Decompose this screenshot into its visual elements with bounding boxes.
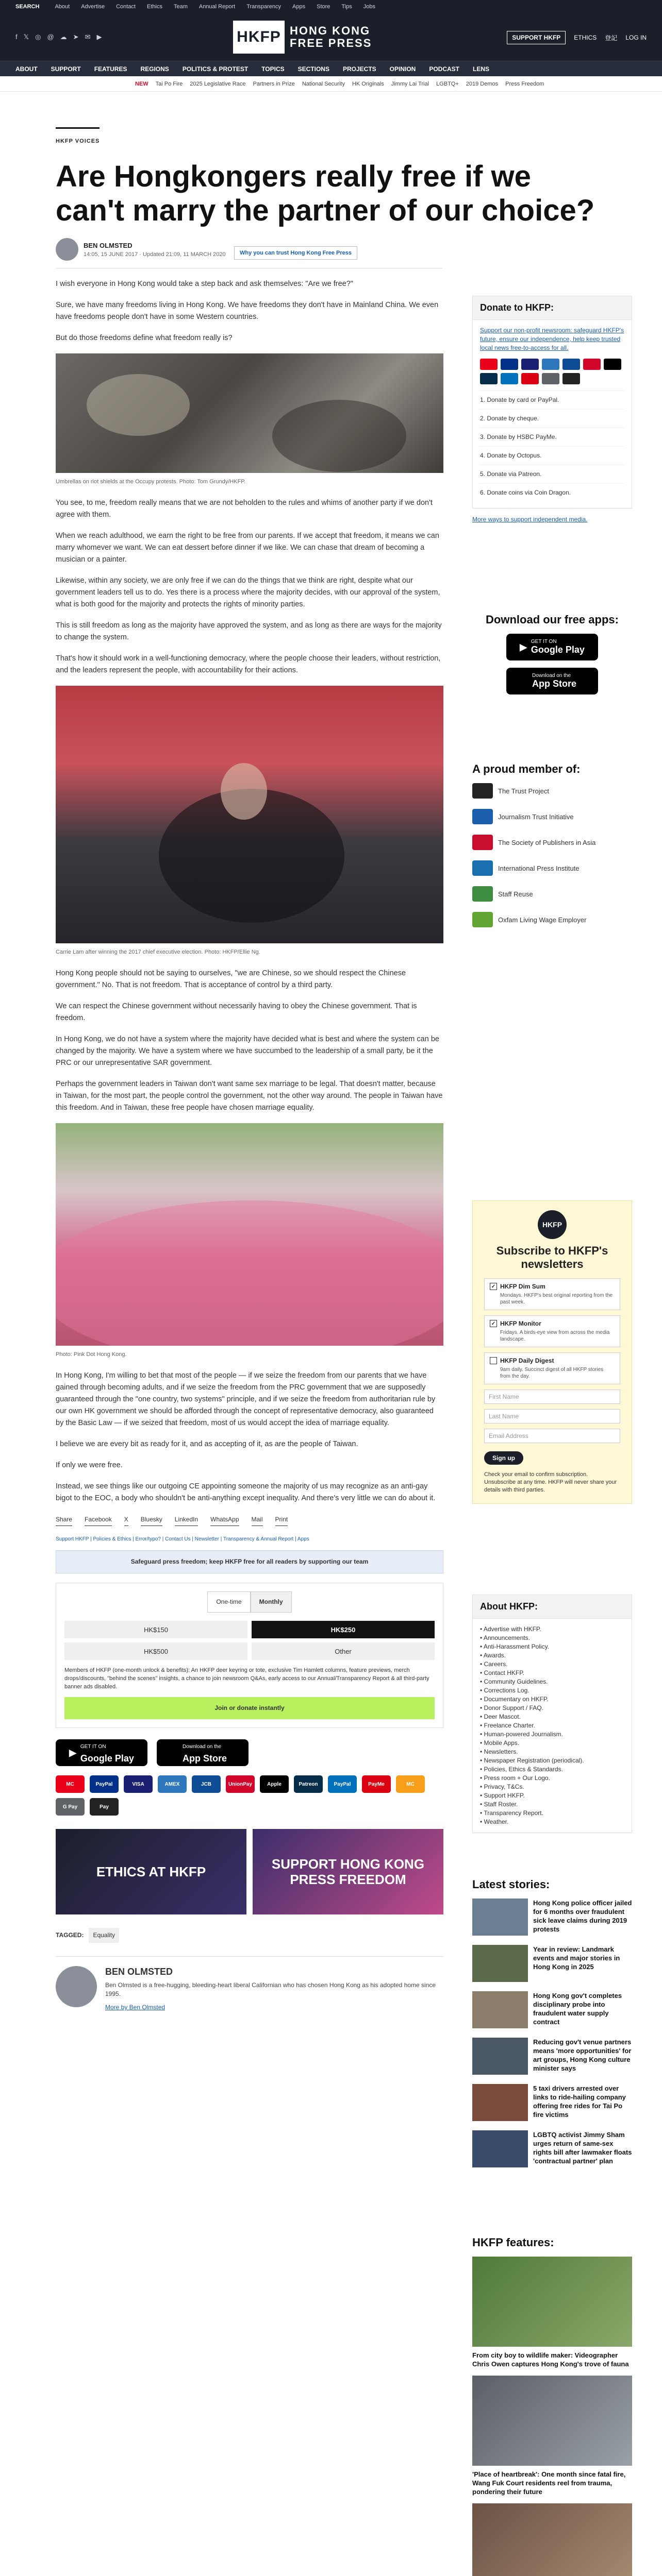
nav-item[interactable]: REGIONS <box>140 65 169 73</box>
nav-item[interactable]: SUPPORT <box>51 65 81 73</box>
paragraph: That's how it should work in a well-functioning democracy, where the people choose their leaders, without restriction, and the leaders represent the people, with accountability for their actions. <box>56 654 441 674</box>
paragraph: Perhaps the government leaders in Taiwan don't want same sex marriage to be legal. That doesn't matter, because in Taiwan, for the most part, the people control the government, not the other way around. The people in Taiwan have this freedom. And in Taiwan, these free people have chosen marriage equality. <box>56 1080 443 1112</box>
story-title[interactable]: LGBTQ activist Jimmy Sham urges return of same-sex rights bill after lawmaker floats 'contractual partner' plan <box>533 2131 632 2165</box>
option-title: HKFP Monitor <box>500 1320 541 1327</box>
store-name: App Store <box>532 679 576 689</box>
amex-icon[interactable]: AMEX <box>158 1775 187 1793</box>
nav-item[interactable]: LENS <box>473 65 490 73</box>
about-link[interactable]: • Transparency Report. <box>480 1809 543 1817</box>
member-name: The Trust Project <box>498 787 549 795</box>
about-link[interactable]: • Policies, Ethics & Standards. <box>480 1766 563 1773</box>
ipi-icon <box>472 860 493 876</box>
paragraph: I believe we are every bit as ready for it, and as accepting of it, as are the people of Taiwan. <box>56 1440 358 1448</box>
apple-pay-icon <box>562 373 580 384</box>
about-title: About HKFP: <box>473 1595 632 1619</box>
share-print[interactable]: Print <box>275 1514 288 1526</box>
article-photo-election <box>56 686 443 943</box>
nav-item[interactable]: PODCAST <box>429 65 459 73</box>
jcb-icon[interactable]: JCB <box>192 1775 221 1793</box>
topbar-link[interactable]: Ethics <box>146 4 162 10</box>
latest-story[interactable] <box>472 2084 632 2121</box>
donate-title: Donate to HKFP: <box>473 296 632 320</box>
option-title: HKFP Daily Digest <box>500 1357 554 1364</box>
paragraph: When we reach adulthood, we earn the right to be free from our parents. If we accept that freedom, it means we can marry whomever we want. We can eat dessert before dinner if we like. We can chase that dream of becoming a musician or a painter. <box>56 532 439 564</box>
member-logo[interactable] <box>472 835 632 850</box>
author-avatar[interactable] <box>56 238 78 261</box>
nav-item[interactable]: OPINION <box>389 65 416 73</box>
staff-reuse-icon <box>472 886 493 902</box>
oxfam-icon <box>472 912 493 927</box>
publish-date: 14:05, 15 JUNE 2017 · Updated 21:09, 11 MARCH 2020 <box>84 251 226 258</box>
topbar-link[interactable]: Tips <box>341 4 352 10</box>
paragraph: Hong Kong people should not be saying to ourselves, "we are Chinese, so we should respect the Chinese government." No. That is not freedom. That is acceptance of control by a third party. <box>56 969 406 989</box>
features-section <box>472 2236 632 2576</box>
tag-link[interactable]: Equality <box>89 1928 119 1943</box>
site-logo[interactable] <box>233 21 372 54</box>
donate-option[interactable]: 1. Donate by card or PayPal. <box>480 391 624 409</box>
about-link[interactable]: • Awards. <box>480 1652 506 1659</box>
feature-thumbnail[interactable] <box>472 2503 632 2576</box>
paragraph: If only we were free. <box>56 1461 123 1469</box>
photo-caption: Carrie Lam after winning the 2017 chief executive election. Photo: HKFP/Ellie Ng. <box>56 949 260 955</box>
donate-card-icons <box>480 359 624 384</box>
apple-pay-icon[interactable]: Pay <box>90 1798 119 1816</box>
about-link[interactable]: • Donor Support / FAQ. <box>480 1704 543 1711</box>
latest-story[interactable] <box>472 1991 632 2028</box>
top-utility-bar <box>0 0 662 13</box>
member-name: The Society of Publishers in Asia <box>498 838 596 846</box>
unionpay-icon[interactable]: UnionPay <box>226 1775 255 1793</box>
header-actions <box>507 31 647 44</box>
about-link[interactable]: • Freelance Charter. <box>480 1722 535 1729</box>
paypal-icon <box>501 359 518 370</box>
logo-name-line: HONG KONG <box>290 24 371 37</box>
about-link[interactable]: • Press room + Our Logo. <box>480 1774 550 1782</box>
trending-link[interactable]: Jimmy Lai Trial <box>391 80 429 87</box>
story-thumbnail[interactable] <box>472 1991 528 2028</box>
chinese-site-link[interactable]: 登記 <box>605 34 618 42</box>
tier-option[interactable]: Other <box>252 1642 435 1660</box>
nav-item[interactable]: POLITICS & PROTEST <box>182 65 249 73</box>
safeguard-banner[interactable]: Safeguard press freedom; keep HKFP free for all readers by supporting our team <box>56 1550 443 1573</box>
member-name: Journalism Trust Initiative <box>498 812 574 821</box>
story-thumbnail[interactable] <box>472 2084 528 2121</box>
trending-link[interactable]: LGBTQ+ <box>436 80 459 87</box>
x-icon[interactable]: 𝕏 <box>23 33 29 41</box>
article-photo-pink-dot <box>56 1123 443 1346</box>
apps-title: Download our free apps: <box>486 613 619 626</box>
member-logo[interactable] <box>472 783 632 799</box>
google-play-button[interactable] <box>506 634 598 660</box>
story-thumbnail[interactable] <box>472 2130 528 2167</box>
paragraph: I wish everyone in Hong Kong would take a step back and ask themselves: "Are we free?" <box>56 280 353 288</box>
paypal-icon <box>501 373 518 384</box>
about-link[interactable]: • Corrections Log. <box>480 1687 529 1694</box>
about-link[interactable]: • Privacy, T&Cs. <box>480 1783 524 1790</box>
signup-button[interactable]: Sign up <box>484 1451 523 1465</box>
article-store-buttons <box>56 1739 443 1766</box>
share-whatsapp[interactable]: WhatsApp <box>210 1514 239 1526</box>
story-title[interactable]: Hong Kong gov't completes disciplinary probe into fraudulent water supply contract <box>533 1992 622 2026</box>
trending-link[interactable]: Press Freedom <box>505 80 544 87</box>
apple-pay-icon <box>604 359 621 370</box>
latest-story[interactable] <box>472 2038 632 2075</box>
store-small: Download on the <box>182 1744 222 1750</box>
option-desc: 9am daily. Succinct digest of all HKFP stories from the day. <box>500 1367 604 1379</box>
photo-caption: Photo: Pink Dot Hong Kong. <box>56 1351 127 1358</box>
about-list <box>473 1619 632 1833</box>
share-links <box>56 1514 443 1526</box>
visa-icon <box>521 359 539 370</box>
store-small: GET IT ON <box>80 1744 106 1750</box>
toggle-monthly[interactable]: Monthly <box>251 1591 292 1613</box>
trending-link[interactable]: HK Originals <box>352 80 384 87</box>
about-link[interactable]: • Contact HKFP. <box>480 1669 525 1676</box>
share-linkedin[interactable]: LinkedIn <box>175 1514 198 1526</box>
feature-thumbnail[interactable] <box>472 2376 632 2466</box>
membership-box <box>56 1583 443 1728</box>
logo-name-line: FREE PRESS <box>290 37 372 49</box>
story-title[interactable]: Year in review: Landmark events and major stories in Hong Kong in 2025 <box>533 1945 620 1971</box>
mastercard-icon[interactable]: MC <box>56 1775 85 1793</box>
telegram-icon[interactable]: ➤ <box>73 33 79 41</box>
last-name-input[interactable]: Last Name <box>484 1409 620 1423</box>
author-box <box>56 1956 443 2013</box>
member-name: Oxfam Living Wage Employer <box>498 916 587 924</box>
member-name: International Press Institute <box>498 864 580 872</box>
email-icon[interactable]: ✉ <box>85 33 91 41</box>
features-title: HKFP features: <box>472 2236 554 2249</box>
option-desc: Fridays. A birds-eye view from across the media landscape. <box>500 1330 610 1342</box>
topbar-link[interactable]: Transparency <box>246 4 282 10</box>
nav-item[interactable]: TOPICS <box>261 65 285 73</box>
tier-option-selected[interactable]: HK$250 <box>252 1621 435 1638</box>
story-thumbnail[interactable] <box>472 1945 528 1982</box>
share-mail[interactable]: Mail <box>252 1514 263 1526</box>
about-link[interactable]: • Advertise with HKFP. <box>480 1625 541 1633</box>
trust-project-icon <box>472 783 493 799</box>
paragraph: But do those freedoms define what freedom really is? <box>56 334 233 342</box>
article-category[interactable]: HKFP VOICES <box>56 127 100 144</box>
nav-item[interactable]: SECTIONS <box>297 65 329 73</box>
store-small: GET IT ON <box>531 639 557 645</box>
donate-box <box>472 296 632 523</box>
facebook-icon[interactable]: f <box>15 33 18 41</box>
feature-title[interactable]: From city boy to wildlife maker: Videographer Chris Owen captures Hong Kong's trove of fauna <box>472 2351 629 2368</box>
toggle-one-time[interactable]: One-time <box>207 1591 250 1613</box>
paragraph: In Hong Kong, we do not have a system where the majority have decided what is best and where the system can be changed by the majority. We have a system where we have succumbed to the leadership of a small party, be it the PRC or our unrepresentative SAR government. <box>56 1035 439 1067</box>
latest-story[interactable] <box>472 1945 632 1982</box>
article-headline: Are Hongkongers really free if we can't marry the partner of our choice? <box>56 160 595 227</box>
payment-methods <box>56 1775 443 1816</box>
threads-icon[interactable]: @ <box>47 33 54 41</box>
about-link[interactable]: • Documentary on HKFP. <box>480 1696 549 1703</box>
about-link[interactable]: • Support HKFP. <box>480 1792 525 1799</box>
google-play-button[interactable] <box>56 1739 147 1766</box>
more-ways-link[interactable]: More ways to support independent media. <box>472 516 588 523</box>
about-link[interactable]: • Deer Mascot. <box>480 1713 521 1720</box>
about-link[interactable]: • Newspaper Registration (periodical). <box>480 1757 584 1764</box>
support-banner[interactable]: SUPPORT HONG KONG PRESS FREEDOM <box>253 1829 443 1914</box>
jcb-icon <box>562 359 580 370</box>
topbar-link[interactable]: Jobs <box>363 4 376 10</box>
nav-item[interactable]: PROJECTS <box>342 65 376 73</box>
about-link[interactable]: • Staff Roster. <box>480 1801 518 1808</box>
support-button[interactable]: SUPPORT HKFP <box>507 31 566 44</box>
join-button[interactable]: Join or donate instantly <box>64 1697 435 1719</box>
trending-link[interactable]: Partners in Prize <box>253 80 295 87</box>
paragraph: Instead, we see things like our outgoing CE appointing someone the majority of us may recognize as an anti-gay bigot to the EOC, a body who shouldn't be anti-anything except inequality. And there's very little we can do about it. <box>56 1482 436 1502</box>
member-section <box>472 762 632 938</box>
author-avatar[interactable] <box>56 1966 97 2007</box>
latest-story[interactable] <box>472 2130 632 2167</box>
author-name[interactable]: BEN OLMSTED <box>84 241 133 249</box>
tier-options <box>56 1621 443 1660</box>
new-label: NEW <box>135 80 148 87</box>
story-thumbnail[interactable] <box>472 2038 528 2075</box>
trending-bar <box>0 76 662 92</box>
tags <box>56 1928 443 1943</box>
feature-thumbnail[interactable] <box>472 2257 632 2347</box>
paragraph: This is still freedom as long as the majority have approved the system, and as long as there are ways for the majority to change the system. <box>56 621 442 641</box>
newsletter-option[interactable] <box>484 1352 620 1384</box>
member-logo[interactable] <box>472 886 632 902</box>
member-name: Staff Reuse <box>498 890 533 898</box>
paragraph: In Hong Kong, I'm willing to bet that most of the people — if we seize the freedom from our parents that we have gained through becoming adults, and if we seize the freedom from the PRC government that we are supposedly guaranteed through the "one country, two systems" principle, and if we seize the freedom from authoritarian rule by our own HK government we should be afforded through the concept of representative democracy, also guaranteed by the Basic Law — if we seized that freedom, most of us would accept the idea of marriage equality. <box>56 1371 436 1427</box>
tier-option[interactable]: HK$150 <box>64 1621 247 1638</box>
feature-title[interactable]: 'Place of heartbreak': One month since fatal fire, Wang Fuk Court residents reel from trauma, pondering their future <box>472 2470 626 2496</box>
google-pay-icon <box>542 373 559 384</box>
checkbox-icon[interactable] <box>490 1357 497 1364</box>
patreon-icon <box>480 373 498 384</box>
ethics-link[interactable]: ETHICS <box>574 34 597 41</box>
patreon-icon[interactable]: Patreon <box>294 1775 323 1793</box>
option-title: HKFP Dim Sum <box>500 1283 545 1290</box>
bluesky-icon[interactable]: ☁ <box>60 33 67 41</box>
topbar-link[interactable]: Annual Report <box>198 4 236 10</box>
paragraph: You see, to me, freedom really means that we are not beholden to the rules and whims of another party if we don't agree with them. <box>56 499 433 519</box>
latest-title: Latest stories: <box>472 1878 550 1891</box>
donate-option[interactable]: 5. Donate via Patreon. <box>480 465 624 483</box>
topbar-link[interactable]: Store <box>317 4 330 10</box>
nav-item[interactable]: ABOUT <box>15 65 38 73</box>
payme-icon <box>521 373 539 384</box>
newsletter-option[interactable] <box>484 1315 620 1347</box>
paypal-icon[interactable]: PayPal <box>328 1775 357 1793</box>
visa-icon[interactable]: VISA <box>124 1775 153 1793</box>
paypal-icon[interactable]: PayPal <box>90 1775 119 1793</box>
author-bio: Ben Olmsted is a free-hugging, bleeding-heart liberal Californian who has chosen Hong Kong as his adopted home since 1995. <box>105 1981 436 1997</box>
article-body <box>56 278 443 2013</box>
mastercard-icon <box>480 359 498 370</box>
main-navigation <box>0 61 662 76</box>
newsletter-title: Subscribe to HKFP's newsletters <box>496 1244 608 1270</box>
checkbox-checked-icon[interactable]: ✓ <box>490 1283 497 1290</box>
sopa-icon <box>472 835 493 850</box>
topbar-link[interactable]: Apps <box>292 4 306 10</box>
app-store-button[interactable] <box>506 668 598 694</box>
trending-link[interactable]: 2025 Legislative Race <box>190 80 246 87</box>
donate-option[interactable]: 6. Donate coins via Coin Dragon. <box>480 483 624 502</box>
about-link[interactable]: • Community Guidelines. <box>480 1678 548 1685</box>
option-desc: Mondays. HKFP's best original reporting from the past week. <box>500 1293 613 1305</box>
store-name: Google Play <box>531 645 585 655</box>
google-play-icon: ▶ <box>520 641 527 652</box>
share-bluesky[interactable]: Bluesky <box>141 1514 162 1526</box>
more-by-author-link[interactable]: More by Ben Olmsted <box>105 2004 166 2011</box>
trending-link[interactable]: 2019 Demos <box>466 80 499 87</box>
about-link[interactable]: • Mobile Apps. <box>480 1739 520 1747</box>
store-small: Download on the <box>532 673 571 679</box>
topbar-link[interactable]: Team <box>173 4 188 10</box>
tier-option[interactable]: HK$500 <box>64 1642 247 1660</box>
about-link[interactable]: • Human-powered Journalism. <box>480 1731 563 1738</box>
trending-link[interactable]: Tai Po Fire <box>155 80 183 87</box>
checkbox-checked-icon[interactable]: ✓ <box>490 1320 497 1327</box>
frequency-toggle <box>56 1591 443 1613</box>
youtube-icon[interactable]: ▶ <box>96 33 102 41</box>
share-link[interactable]: Share <box>56 1514 72 1526</box>
article-photo-umbrellas <box>56 353 443 473</box>
member-title: A proud member of: <box>472 762 581 775</box>
search-link[interactable]: SEARCH <box>15 4 40 10</box>
latest-stories <box>472 1878 632 2177</box>
member-logo[interactable] <box>472 860 632 876</box>
logo-mark: HKFP <box>233 21 285 54</box>
donate-options <box>480 391 624 502</box>
login-link[interactable]: LOG IN <box>625 34 647 41</box>
paragraph: Sure, we have many freedoms living in Hong Kong. We have freedoms they don't have in Mainland China. We even have freedoms people don't have in some Western countries. <box>56 301 439 321</box>
jti-icon <box>472 809 493 824</box>
instagram-icon[interactable]: ◎ <box>35 33 41 41</box>
donate-intro-link[interactable]: Support our non-profit newsroom: safeguard HKFP's future, ensure our independence, help keep trusted local news free-to-access for all. <box>480 327 624 351</box>
hkfp-newsletter-icon: HKFP <box>538 1210 567 1239</box>
newsletter-disclaimer: Check your email to confirm subscription. Unsubscribe at any time. HKFP will never share your details with third parties. <box>484 1471 617 1493</box>
logo-name <box>290 25 372 49</box>
store-name: App Store <box>182 1753 227 1764</box>
promo-banners <box>56 1829 443 1914</box>
donate-option[interactable]: 4. Donate by Octopus. <box>480 446 624 465</box>
author-box-name[interactable]: BEN OLMSTED <box>105 1967 173 1977</box>
about-link[interactable]: • Weather. <box>480 1818 509 1825</box>
trending-link[interactable]: National Security <box>302 80 345 87</box>
donate-option[interactable]: 3. Donate by HSBC PayMe. <box>480 428 624 446</box>
paragraph: Likewise, within any society, we are only free if we can do the things that we think are right, despite what our government leaders tell us to do. Yes there is a process where the majority decides, with our approval of the system, what is both good for the majority and protects the rights of minority parties. <box>56 577 440 608</box>
ethics-banner[interactable]: ETHICS AT HKFP <box>56 1829 246 1914</box>
trust-button[interactable]: Why you can trust Hong Kong Free Press <box>234 246 357 260</box>
mastercard-icon[interactable]: MC <box>396 1775 425 1793</box>
social-icons <box>15 33 102 41</box>
latest-story[interactable] <box>472 1899 632 1936</box>
about-link[interactable]: • Anti-Harassment Policy. <box>480 1643 550 1650</box>
app-store-button[interactable] <box>157 1739 249 1766</box>
article-footer-links[interactable]: Support HKFP | Policies & Ethics | Error/typo? | Contact Us | Newsletter | Transparency & Annual Report | Apps <box>56 1536 309 1542</box>
topbar-link[interactable]: About <box>55 4 70 10</box>
membership-text: Members of HKFP (one-month unlock & benefits): An HKFP deer keyring or tote, exclusive Tim Hamlett columns, feature previews, merch drops/discounts, "behind the scenes" insights, a chance to join newsroom Q&As, early access to our Annual/Transparency Report & all third-party banner ads disabled. <box>64 1667 429 1690</box>
google-play-icon: ▶ <box>69 1747 76 1758</box>
member-logo[interactable] <box>472 912 632 927</box>
first-name-input[interactable]: First Name <box>484 1389 620 1404</box>
topbar-link[interactable]: Advertise <box>81 4 105 10</box>
apple-pay-icon[interactable]: Apple <box>260 1775 289 1793</box>
byline <box>56 238 226 261</box>
nav-item[interactable]: FEATURES <box>94 65 127 73</box>
share-facebook[interactable]: Facebook <box>85 1514 112 1526</box>
unionpay-icon <box>583 359 601 370</box>
share-x[interactable]: X <box>124 1514 128 1526</box>
payme-icon[interactable]: PayMe <box>362 1775 391 1793</box>
story-title[interactable]: Hong Kong police officer jailed for 6 months over fraudulent sick leave claims during 2019 protests <box>533 1899 632 1933</box>
story-title[interactable]: 5 taxi drivers arrested over links to ride-hailing company offering free rides for Tai Po fire victims <box>533 2084 626 2119</box>
apps-section <box>472 613 632 702</box>
paragraph: We can respect the Chinese government without necessarily having to obey the Chinese government. That is freedom. <box>56 1002 417 1022</box>
about-box <box>472 1595 632 1833</box>
story-thumbnail[interactable] <box>472 1899 528 1936</box>
store-name: Google Play <box>80 1753 134 1764</box>
about-link[interactable]: • Newsletters. <box>480 1748 518 1755</box>
amex-icon <box>542 359 559 370</box>
google-pay-icon[interactable]: G Pay <box>56 1798 85 1816</box>
topbar-link[interactable]: Contact <box>116 4 136 10</box>
member-logo[interactable] <box>472 809 632 824</box>
newsletter-option[interactable] <box>484 1278 620 1310</box>
donate-option[interactable]: 2. Donate by cheque. <box>480 409 624 428</box>
brand-header <box>0 13 662 61</box>
photo-caption: Umbrellas on riot shields at the Occupy protests. Photo: Tom Grundy/HKFP. <box>56 479 246 485</box>
about-link[interactable]: • Careers. <box>480 1660 508 1668</box>
story-title[interactable]: Reducing gov't venue partners means 'more opportunities' for art groups, Hong Kong culture minister says <box>533 2038 632 2072</box>
tagged-label: TAGGED: <box>56 1931 84 1939</box>
email-input[interactable]: Email Address <box>484 1429 620 1443</box>
newsletter-box <box>472 1200 632 1504</box>
about-link[interactable]: • Announcements. <box>480 1634 530 1641</box>
